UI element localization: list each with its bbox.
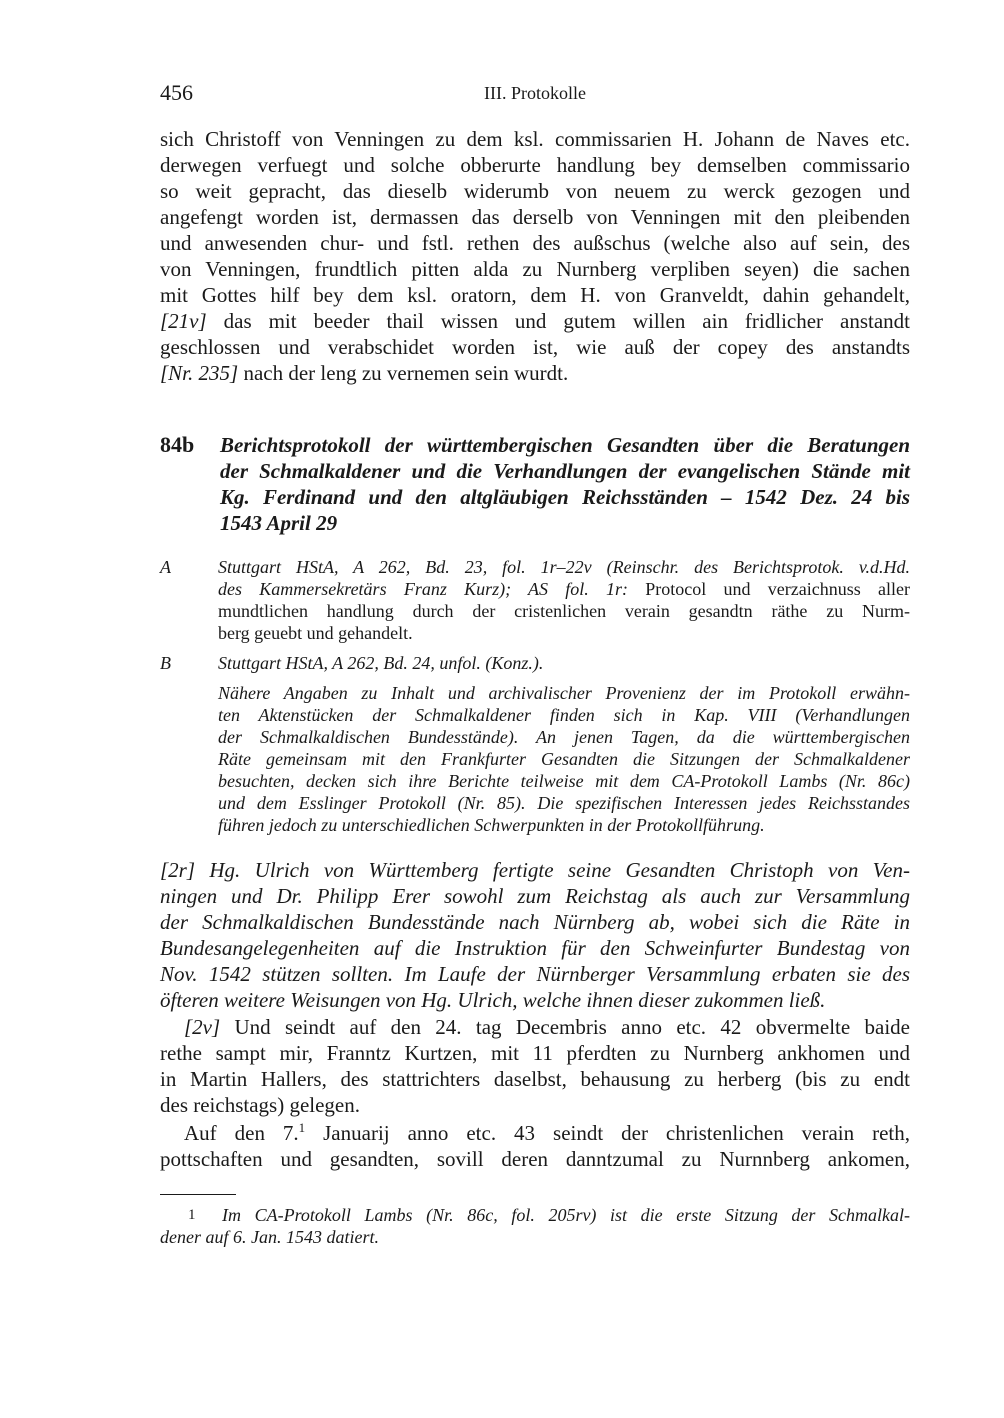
text-line [160,1014,910,1040]
title-line: 1543 April 29 [220,511,338,535]
page-number: 456 [160,80,193,105]
text-segment: des Kammersekretärs Franz Kurz); AS fol. 1r: [218,579,629,599]
text-segment: Und seindt auf den 24. tag Decembris anno etc. 42 obvermelte baide [220,1015,910,1039]
editorial-note [218,682,910,836]
note-line: Räte gemeinsam mit den Frankfurter Gesandten die Sitzungen der Schmalkaldener [218,749,910,769]
source-line: Stuttgart HStA, A 262, Bd. 23, fol. 1r–22v (Reinschr. des Berichtsprotok. v.d.Hd. [218,557,910,577]
document-reference: [Nr. 235] [160,361,239,385]
note-line: besuchten, decken sich ihre Berichte teilweise mit dem CA-Protokoll Lambs (Nr. 86c) [218,771,910,791]
footnote-line: Im CA-Protokoll Lambs (Nr. 86c, fol. 205rv) ist die erste Sitzung der Schmalkal- [222,1205,910,1225]
paragraph [160,1014,910,1118]
title-line: der Schmalkaldener und die Verhandlungen der evangelischen Stände mit [220,459,910,483]
note-line: und dem Esslinger Protokoll (Nr. 85). Die spezifischen Interessen jedes Reichsstandes [218,793,910,813]
summary-line: ningen und Dr. Philipp Erer sowohl zum Reichstag als auch zur Versammlung [160,884,910,908]
text-line [160,1120,910,1146]
section-title: III. Protokolle [484,83,586,103]
text-line: mit Gottes hilf bey dem ksl. oratorn, dem H. von Granveldt, dahin gehandelt, [160,283,910,307]
editorial-summary [160,857,910,1013]
running-head [160,80,910,110]
folio-marker: [21v] [160,309,207,333]
summary-line: Bundesangelegenheiten auf die Instruktion für den Schweinfurter Bundestag von [160,936,910,960]
document-title [220,432,910,536]
source-siglum: B [160,653,171,673]
note-line: Nähere Angaben zu Inhalt und archivalischer Provenienz der im Protokoll erwähn- [218,683,910,703]
title-line: Kg. Ferdinand und den altgläubigen Reichsständen – 1542 Dez. 24 bis [220,485,910,509]
text-segment: nach der leng zu vernemen sein wurdt. [238,361,569,385]
paragraph [160,1120,910,1172]
text-line: in Martin Hallers, des stattrichters daselbst, behausung zu herberg (bis zu endt [160,1067,910,1091]
source-description [218,556,910,644]
document-number: 84b [160,432,195,457]
summary-line: [2r] Hg. Ulrich von Württemberg fertigte seine Gesandten Christoph von Ven- [160,858,910,882]
text-segment: das mit beeder thail wissen und gutem willen ain fridlicher anstandt [206,309,910,333]
summary-line: der Schmalkaldischen Bundesstände nach Nürnberg ab, wobei sich die Räte in [160,910,910,934]
footnote-reference[interactable]: 1 [298,1120,306,1135]
text-line: und anwesenden chur- und fstl. rethen des außschus (welche also auf sein, des [160,231,910,255]
text-line: so weit gepracht, das dieselb widerumb von neuem zu werck gezogen und [160,179,910,203]
note-line: der Schmalkaldischen Bundesstände). An jenen Tagen, da die württembergischen [218,727,910,747]
source-line: mundtlichen handlung durch der cristenlichen verain gesandtn räthe zu Nurm- [218,601,910,621]
note-line: führen jedoch zu unterschiedlichen Schwerpunkten in der Protokollführung. [218,815,765,835]
source-line: berg geuebt und gehandelt. [218,623,413,643]
text-line: angefengt worden ist, dermassen das derselb von Venningen mit den pleibenden [160,205,910,229]
text-line: pottschaften und gesandten, sovill deren danntzumal zu Nurnnberg ankomen, [160,1147,910,1171]
footnote-text [160,1204,910,1248]
source-line [218,578,910,600]
text-segment: Protocol und verzaichnuss aller [628,579,910,599]
text-segment: Januarij anno etc. 43 seindt der christenlichen verain reth, [305,1121,911,1145]
note-line: ten Aktenstücken der Schmalkaldener finden sich in Kap. VIII (Verhandlungen [218,705,910,725]
text-line: des reichstags) gelegen. [160,1093,361,1117]
summary-line: Nov. 1542 stützen sollten. Im Laufe der Nürnberger Versammlung erbaten sie des [160,962,910,986]
footnote-line: dener auf 6. Jan. 1543 datiert. [160,1227,379,1247]
title-line: Berichtsprotokoll der württembergischen Gesandten über die Beratungen [220,433,910,457]
text-line: von Venningen, frundtlich pitten alda zu Nurnberg verpliben seyen) die sachen [160,257,910,281]
source-description [218,652,910,674]
text-line [160,360,910,386]
text-line: rethe sampt mir, Franntz Kurtzen, mit 11 pferdten zu Nurnberg ankhomen und [160,1041,910,1065]
paragraph-continued [160,126,910,386]
footnote-number: 1 [188,1207,196,1223]
footnote-separator [160,1194,236,1195]
text-line [160,308,910,334]
text-segment: Auf den 7. [184,1121,299,1145]
text-line: derwegen verfuegt und solche obberurte handlung bey demselben commissario [160,153,910,177]
text-line: geschlossen und verabschidet worden ist, wie auß der copey des anstandts [160,335,910,359]
source-line: Stuttgart HStA, A 262, Bd. 24, unfol. (Konz.). [218,653,544,673]
folio-marker: [2v] [184,1015,221,1039]
text-line: sich Christoff von Venningen zu dem ksl. commissarien H. Johann de Naves etc. [160,127,910,151]
summary-line: öfteren weitere Weisungen von Hg. Ulrich, welche ihnen dieser zukommen ließ. [160,988,826,1012]
source-siglum: A [160,557,171,577]
